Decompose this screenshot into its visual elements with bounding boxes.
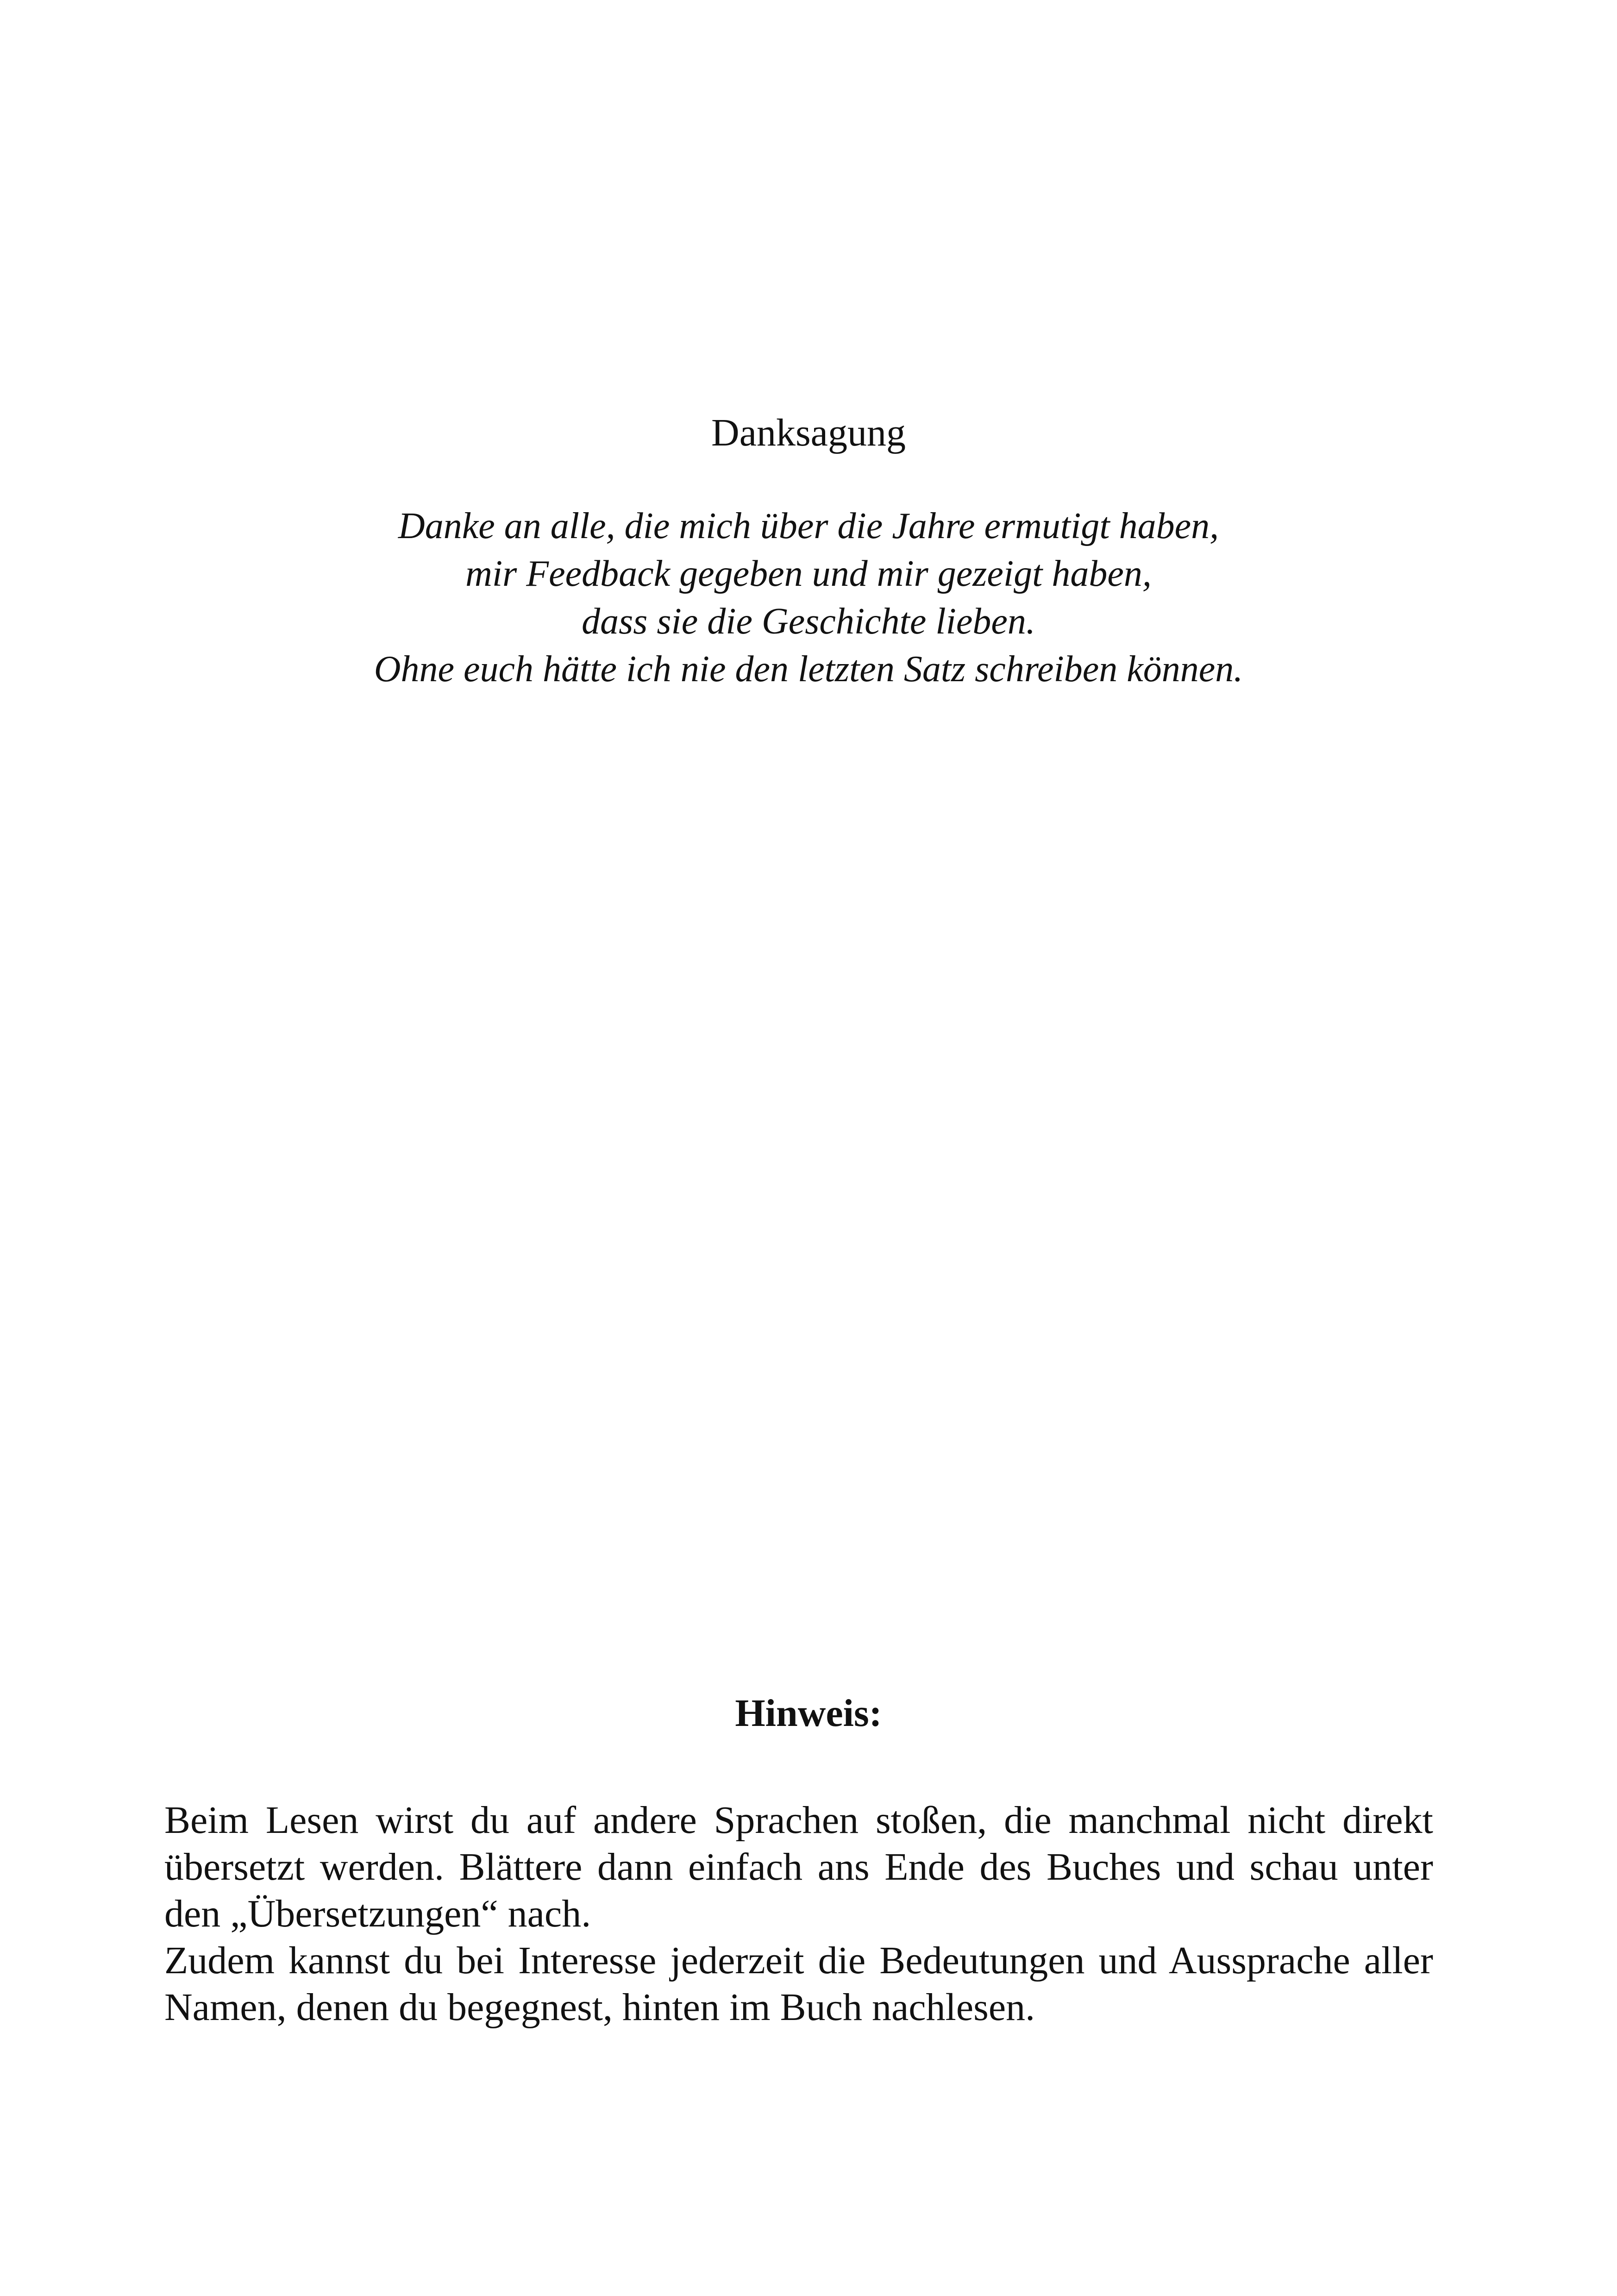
acknowledgement-verse: [0, 502, 1617, 693]
note-paragraph-names: Zudem kannst du bei Interesse jederzeit die Bedeutungen und Aussprache aller Namen, denen du begegnest, hinten im Buch nachlesen.: [164, 1939, 1433, 2029]
acknowledgement-line: Danke an alle, die mich über die Jahre ermutigt haben,: [398, 506, 1219, 546]
acknowledgement-line: dass sie die Geschichte lieben.: [582, 601, 1035, 642]
note-title: Hinweis:: [735, 1692, 882, 1735]
acknowledgement-title: Danksagung: [711, 411, 906, 454]
note-body: [164, 1797, 1433, 2031]
note-paragraph-translations: Beim Lesen wirst du auf andere Sprachen stoßen, die manchmal nicht direkt übersetzt werden. Blättere dann einfach ans Ende des Buches und schau unter den „Übersetzungen“ nach.: [164, 1799, 1433, 1935]
acknowledgement-line: mir Feedback gegeben und mir gezeigt haben,: [465, 553, 1152, 594]
acknowledgement-line: Ohne euch hätte ich nie den letzten Satz schreiben können.: [374, 649, 1243, 690]
